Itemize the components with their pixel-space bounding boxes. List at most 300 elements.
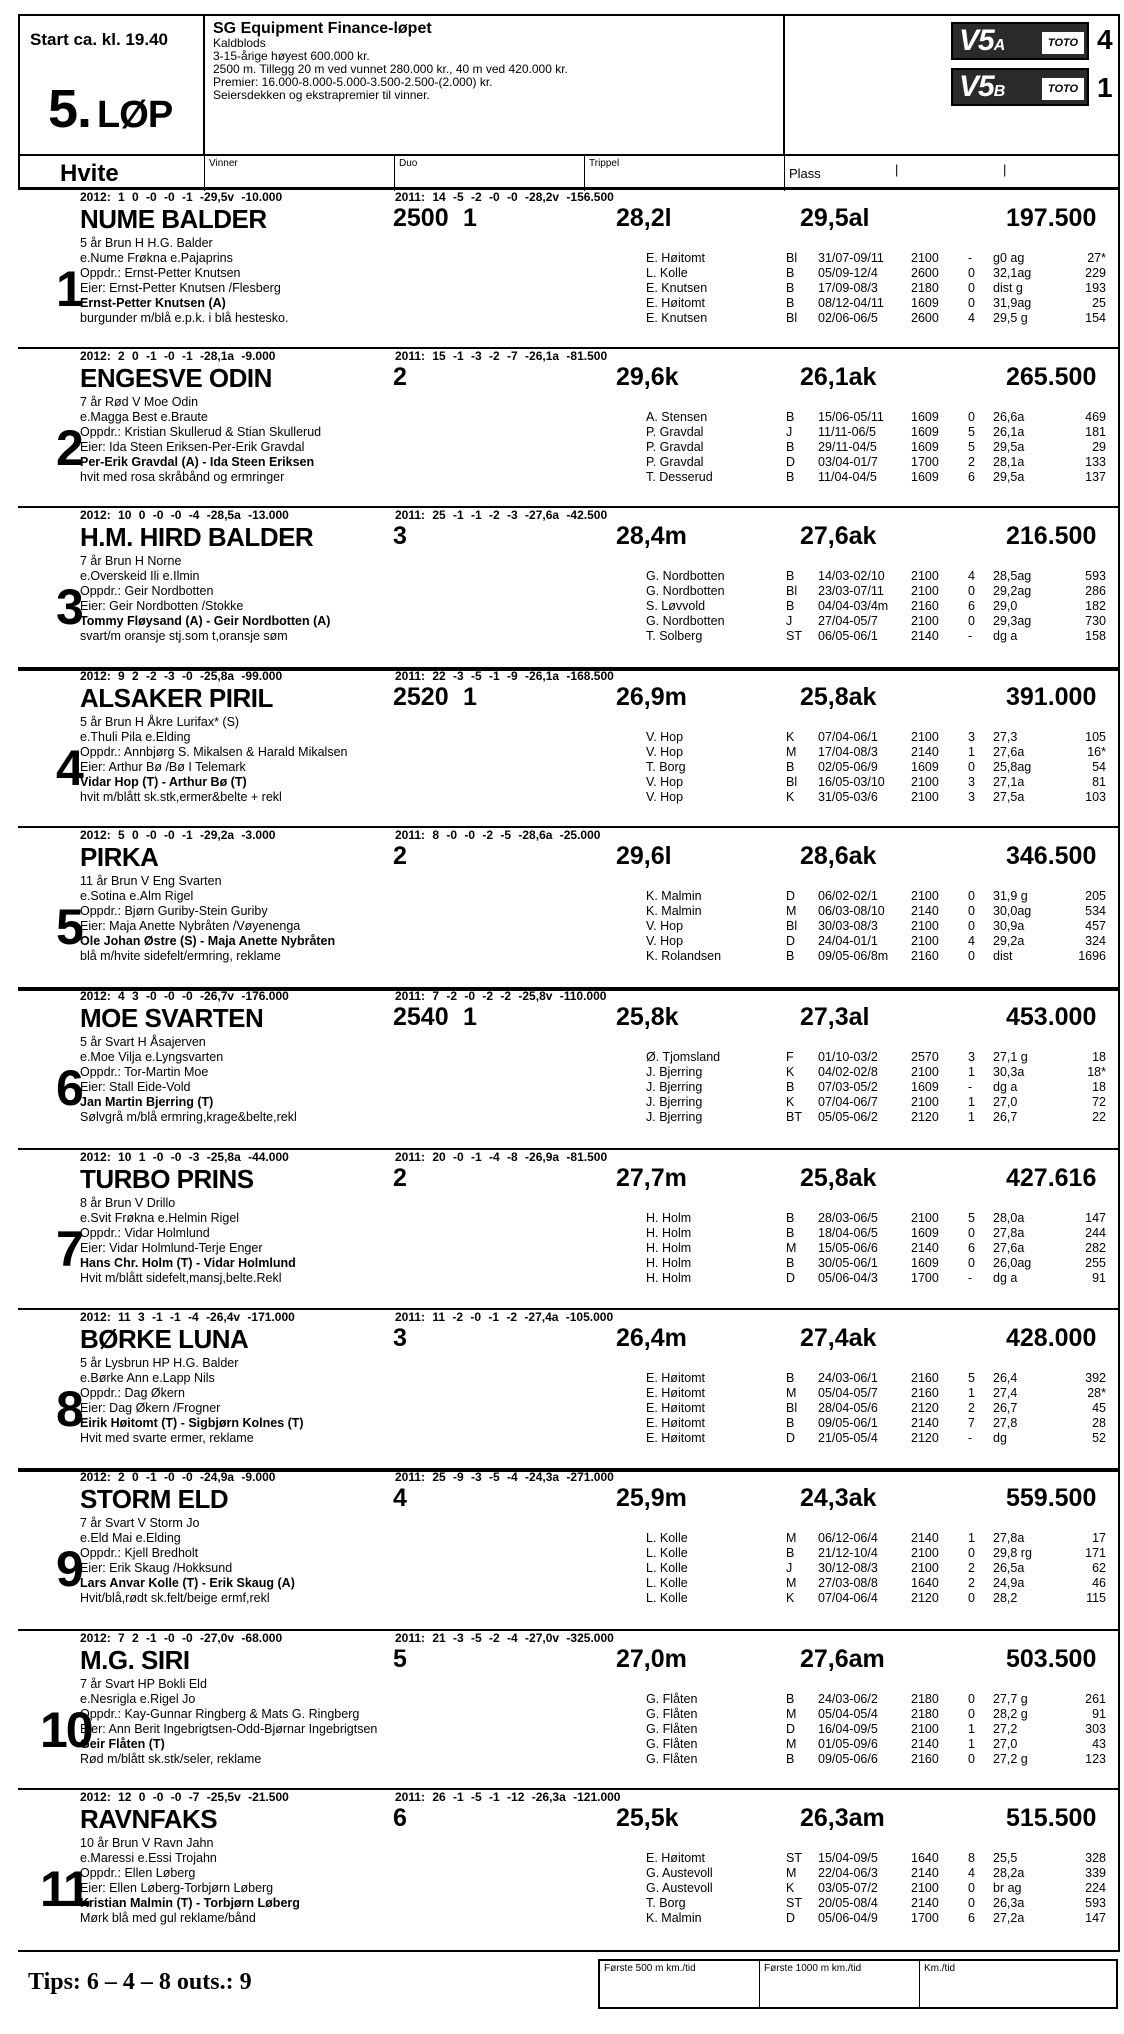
start-distance: 1609 — [911, 410, 939, 424]
v5a-logo: V5A TOTO — [951, 22, 1089, 60]
start-odds: 91 — [1092, 1707, 1106, 1721]
start-driver: L. Kolle — [646, 1561, 688, 1575]
start-time: 26,0ag — [993, 1256, 1032, 1270]
start-track: M — [786, 1531, 797, 1545]
start-distance: 3 — [393, 1324, 407, 1352]
start-date: 07/03-05/2 — [818, 1080, 878, 1094]
start-odds: 72 — [1092, 1095, 1106, 1109]
start-track: M — [786, 1576, 797, 1590]
start-time: 29,8 rg — [993, 1546, 1032, 1560]
start-driver: E. Høitomt — [646, 251, 706, 265]
start-odds: 286 — [1085, 584, 1106, 598]
start-date: 24/04-01/1 — [818, 934, 878, 948]
start-track: Bl — [786, 775, 798, 789]
start-odds: 105 — [1085, 730, 1106, 744]
start-driver: G. Austevoll — [646, 1881, 713, 1895]
start-place: 0 — [968, 1881, 975, 1895]
start-time: 27,2 g — [993, 1752, 1028, 1766]
start-odds: 17 — [1092, 1531, 1106, 1545]
start-date: 23/03-07/11 — [818, 584, 884, 598]
start-distance: 1609 — [911, 440, 939, 454]
record-volt: 28,6ak — [800, 842, 877, 870]
driver: Vidar Hop (T) - Arthur Bø (T) — [80, 775, 247, 789]
start-track: B — [786, 1080, 795, 1094]
start-place: 5 — [968, 1211, 975, 1225]
start-distance: 1700 — [911, 1271, 939, 1285]
colours: hvit m/blått sk.stk,ermer&belte + rekl — [80, 790, 282, 804]
start-date: 28/03-06/5 — [818, 1211, 878, 1225]
start-place: 4 — [968, 311, 975, 325]
start-distance: 2100 — [911, 251, 939, 265]
trainer: Oppdr.: Ellen Løberg — [80, 1866, 196, 1880]
stats-2011: 2011: 11 -2 -0 -1 -2 -27,4a -105.000 — [395, 1310, 614, 1324]
race-line: 2500 m. Tillegg 20 m ved vunnet 280.000 kr., 40 m ved 420.000 kr. — [213, 62, 568, 76]
trainer: Oppdr.: Annbjørg S. Mikalsen & Harald Mikalsen — [80, 745, 348, 759]
horse-name: M.G. SIRI — [80, 1645, 190, 1675]
trainer: Oppdr.: Kay-Gunnar Ringberg & Mats G. Ringberg — [80, 1707, 360, 1721]
start-place: 0 — [968, 1226, 975, 1240]
start-distance: 2100 — [911, 1722, 939, 1736]
start-track: M — [786, 745, 797, 759]
driver: Geir Flåten (T) — [80, 1737, 165, 1751]
start-driver: J. Bjerring — [646, 1065, 703, 1079]
start-date: 15/05-06/6 — [818, 1241, 878, 1255]
start-odds: 469 — [1085, 410, 1106, 424]
start-track: B — [786, 1211, 795, 1225]
start-place: 3 — [968, 730, 975, 744]
trainer: Oppdr.: Kjell Bredholt — [80, 1546, 199, 1560]
start-odds: 147 — [1085, 1911, 1106, 1925]
start-place: 6 — [968, 1911, 975, 1925]
stats-2012: 2012: 9 2 -2 -3 -0 -25,8a -99.000 — [80, 669, 283, 683]
stats-2011: 2011: 26 -1 -5 -1 -12 -26,3a -121.000 — [395, 1790, 621, 1804]
start-odds: 22 — [1092, 1110, 1106, 1124]
start-distance: 2160 — [911, 1386, 939, 1400]
start-date: 07/04-06/1 — [818, 730, 878, 744]
start-time: 28,5ag — [993, 569, 1032, 583]
start-time: 29,0 — [993, 599, 1018, 613]
start-place: - — [968, 1271, 973, 1285]
start-distance: 2100 — [911, 1546, 939, 1560]
earnings: 515.500 — [1006, 1804, 1097, 1832]
start-time: 26,5a — [993, 1561, 1025, 1575]
horse-breed: 5 år Brun H H.G. Balder — [80, 236, 213, 250]
start-date: 30/05-06/1 — [818, 1256, 878, 1270]
start-time: 26,4 — [993, 1371, 1018, 1385]
earnings: 503.500 — [1006, 1645, 1097, 1673]
start-track: M — [786, 1737, 797, 1751]
trainer: Oppdr.: Ernst-Petter Knutsen — [80, 266, 241, 280]
start-date: 15/04-09/5 — [818, 1851, 878, 1865]
record-auto: 25,5k — [616, 1804, 679, 1832]
start-place: - — [968, 1080, 973, 1094]
record-auto: 27,0m — [616, 1645, 687, 1673]
start-odds: 224 — [1085, 1881, 1106, 1895]
start-distance: 2100 — [911, 775, 939, 789]
start-date: 03/04-01/7 — [818, 455, 878, 469]
start-odds: 147 — [1085, 1211, 1106, 1225]
start-time: dg a — [993, 1271, 1018, 1285]
start-odds: 261 — [1085, 1692, 1106, 1706]
start-driver: V. Hop — [646, 730, 684, 744]
horse-breed: 5 år Brun H Åkre Lurifax* (S) — [80, 715, 240, 729]
start-track: Bl — [786, 584, 798, 598]
horse-breed: 7 år Svart HP Bokli Eld — [80, 1677, 207, 1691]
start-number: 1 — [56, 261, 82, 317]
start-driver: P. Gravdal — [646, 455, 704, 469]
driver: Lars Anvar Kolle (T) - Erik Skaug (A) — [80, 1576, 295, 1590]
start-distance: 2120 — [911, 1110, 939, 1124]
stats-2011: 2011: 20 -0 -1 -4 -8 -26,9a -81.500 — [395, 1150, 608, 1164]
start-date: 07/04-06/4 — [818, 1591, 878, 1605]
start-place: 0 — [968, 1707, 975, 1721]
start-time: 26,1a — [993, 425, 1025, 439]
start-place: 4 — [968, 934, 975, 948]
start-place: 4 — [968, 1866, 975, 1880]
start-distance: 2160 — [911, 1752, 939, 1766]
start-date: 11/11-06/5 — [818, 425, 876, 439]
record-auto: 26,4m — [616, 1324, 687, 1352]
record-auto: 29,6l — [616, 842, 672, 870]
start-driver: G. Nordbotten — [646, 584, 725, 598]
start-place: 0 — [968, 584, 975, 598]
start-odds: 154 — [1085, 311, 1106, 325]
start-driver: E. Høitomt — [646, 1371, 706, 1385]
start-distance: 2100 — [911, 790, 939, 804]
start-date: 06/12-06/4 — [818, 1531, 878, 1545]
start-number: 2 — [56, 420, 82, 476]
start-driver: V. Hop — [646, 934, 684, 948]
start-odds: 303 — [1085, 1722, 1106, 1736]
stats-2012: 2012: 11 3 -1 -1 -4 -26,4v -171.000 — [80, 1310, 295, 1324]
start-place: 0 — [968, 410, 975, 424]
start-driver: L. Kolle — [646, 1531, 688, 1545]
start-odds: 392 — [1085, 1371, 1106, 1385]
start-time: dist — [993, 949, 1013, 963]
start-date: 21/12-10/4 — [818, 1546, 878, 1560]
start-odds: 28 — [1092, 1416, 1106, 1430]
start-driver: G. Nordbotten — [646, 614, 725, 628]
start-date: 04/02-02/8 — [818, 1065, 878, 1079]
start-time: 27,0 — [993, 1095, 1018, 1109]
driver: Ernst-Petter Knutsen (A) — [80, 296, 226, 310]
colours: Mørk blå med gul reklame/bånd — [80, 1911, 256, 1925]
start-distance: 2500 — [393, 204, 449, 232]
start-place: 1 — [968, 1531, 975, 1545]
driver: Tommy Fløysand (A) - Geir Nordbotten (A) — [80, 614, 331, 628]
start-distance: 2100 — [911, 1095, 939, 1109]
start-odds: 43 — [1092, 1737, 1106, 1751]
start-track: D — [786, 889, 796, 903]
driver: Per-Erik Gravdal (A) - Ida Steen Eriksen — [80, 455, 315, 469]
start-driver: E. Høitomt — [646, 1431, 706, 1445]
owner: Eier: Geir Nordbotten /Stokke — [80, 599, 244, 613]
start-time: 29,2ag — [993, 584, 1032, 598]
earnings: 346.500 — [1006, 842, 1097, 870]
start-place: 0 — [968, 949, 975, 963]
start-place: 1 — [968, 1095, 975, 1109]
start-driver: E. Høitomt — [646, 296, 706, 310]
start-driver: V. Hop — [646, 790, 684, 804]
start-track: B — [786, 1752, 795, 1766]
start-time: 32,1ag — [993, 266, 1032, 280]
record-auto: 28,2l — [616, 204, 672, 232]
start-place: 0 — [968, 904, 975, 918]
start-distance: 2600 — [911, 266, 939, 280]
start-driver: G. Flåten — [646, 1707, 698, 1721]
start-distance: 1609 — [911, 1226, 939, 1240]
start-driver: L. Kolle — [646, 1546, 688, 1560]
record-auto: 29,6k — [616, 363, 679, 391]
race-line: Premier: 16.000-8.000-5.000-3.500-2.500-(2.000) kr. — [213, 75, 493, 89]
race-name: SG Equipment Finance-løpet — [213, 20, 432, 37]
owner: Eier: Vidar Holmlund-Terje Enger — [80, 1241, 263, 1255]
start-track: B — [786, 440, 795, 454]
start-odds: 46 — [1092, 1576, 1106, 1590]
start-time: 27,4 — [993, 1386, 1018, 1400]
start-time: 29,5a — [993, 470, 1025, 484]
start-driver: L. Kolle — [646, 1576, 688, 1590]
start-time: 28,0a — [993, 1211, 1025, 1225]
start-driver: J. Bjerring — [646, 1080, 703, 1094]
start-date: 05/05-06/2 — [818, 1110, 878, 1124]
start-time: 30,0ag — [993, 904, 1032, 918]
earnings: 428.000 — [1006, 1324, 1097, 1352]
start-driver: E. Høitomt — [646, 1401, 706, 1415]
start-odds: 593 — [1085, 1896, 1106, 1910]
colours: hvit med rosa skråbånd og ermringer — [80, 470, 285, 484]
start-track: B — [786, 266, 795, 280]
start-odds: 244 — [1085, 1226, 1106, 1240]
start-track: K — [786, 730, 795, 744]
colours: Rød m/blått sk.stk/seler, reklame — [80, 1752, 262, 1766]
stats-2011: 2011: 21 -3 -5 -2 -4 -27,0v -325.000 — [395, 1631, 614, 1645]
start-date: 17/04-08/3 — [818, 745, 878, 759]
start-date: 09/05-06/6 — [818, 1752, 878, 1766]
start-track: ST — [786, 1851, 802, 1865]
start-place: 2 — [968, 1576, 975, 1590]
earnings: 427.616 — [1006, 1164, 1097, 1192]
start-time: 28,2a — [993, 1866, 1025, 1880]
horse-dam: e.Overskeid Ili e.Ilmin — [80, 569, 200, 583]
race-number: 5. LØP — [48, 79, 173, 139]
stats-2012: 2012: 10 1 -0 -0 -3 -25,8a -44.000 — [80, 1150, 289, 1164]
start-odds: 534 — [1085, 904, 1106, 918]
start-date: 28/04-05/6 — [818, 1401, 878, 1415]
stats-2011: 2011: 25 -9 -3 -5 -4 -24,3a -271.000 — [395, 1470, 614, 1484]
start-place: 6 — [968, 470, 975, 484]
start-driver: K. Malmin — [646, 889, 702, 903]
driver: Eirik Høitomt (T) - Sigbjørn Kolnes (T) — [80, 1416, 304, 1430]
start-place: 0 — [968, 266, 975, 280]
start-time: 27,6a — [993, 745, 1025, 759]
race-word: LØP — [97, 94, 173, 136]
start-place: 2 — [968, 1401, 975, 1415]
start-place: 0 — [968, 1546, 975, 1560]
start-date: 15/06-05/11 — [818, 410, 884, 424]
start-time: 27,2a — [993, 1911, 1025, 1925]
start-date: 24/03-06/1 — [818, 1371, 878, 1385]
start-distance: 2140 — [911, 1241, 939, 1255]
start-distance: 2570 — [911, 1050, 939, 1064]
start-driver: J. Bjerring — [646, 1110, 703, 1124]
colours: Hvit/blå,rødt sk.felt/beige ermf,rekl — [80, 1591, 270, 1605]
horse-breed: 7 år Svart V Storm Jo — [80, 1516, 200, 1530]
start-time: 24,9a — [993, 1576, 1025, 1590]
start-place: 0 — [968, 1692, 975, 1706]
race-number-cell — [20, 16, 205, 154]
start-odds: 158 — [1085, 629, 1106, 643]
start-time: dg a — [993, 629, 1018, 643]
start-date: 14/03-02/10 — [818, 569, 885, 583]
start-place: 0 — [968, 919, 975, 933]
start-date: 05/06-04/9 — [818, 1911, 878, 1925]
start-number: 8 — [56, 1381, 82, 1437]
start-place: 5 — [968, 425, 975, 439]
start-time: 28,1a — [993, 455, 1025, 469]
program-frame — [18, 188, 1120, 1952]
start-track: J — [786, 614, 793, 628]
start-track: F — [786, 1050, 794, 1064]
start-place: 1 — [968, 1386, 975, 1400]
horse-breed: 8 år Brun V Drillo — [80, 1196, 176, 1210]
start-distance: 3 — [393, 522, 407, 550]
start-track: ST — [786, 629, 802, 643]
start-time: 27,2 — [993, 1722, 1018, 1736]
horse-name: TURBO PRINS — [80, 1164, 254, 1194]
start-distance: 2140 — [911, 1416, 939, 1430]
horse-breed: 5 år Lysbrun HP H.G. Balder — [80, 1356, 239, 1370]
distance-add: 1 — [463, 1003, 477, 1031]
horse-dam: e.Nesrigla e.Rigel Jo — [80, 1692, 196, 1706]
trainer: Oppdr.: Kristian Skullerud & Stian Skullerud — [80, 425, 322, 439]
start-time: 27,1 g — [993, 1050, 1028, 1064]
start-distance: 2520 — [393, 683, 449, 711]
start-odds: 52 — [1092, 1431, 1106, 1445]
start-odds: 18 — [1092, 1080, 1106, 1094]
trainer: Oppdr.: Bjørn Guriby-Stein Guriby — [80, 904, 268, 918]
start-driver: K. Malmin — [646, 904, 702, 918]
earnings: 197.500 — [1006, 204, 1097, 232]
stats-2011: 2011: 7 -2 -0 -2 -2 -25,8v -110.000 — [395, 989, 607, 1003]
start-track: D — [786, 934, 796, 948]
colours: svart/m oransje stj.som t,oransje søm — [80, 629, 288, 643]
start-date: 31/07-09/11 — [818, 251, 884, 265]
start-place: 1 — [968, 1737, 975, 1751]
start-distance: 2120 — [911, 1431, 939, 1445]
v5a-number: 4 — [1097, 24, 1113, 55]
start-date: 06/03-08/10 — [818, 904, 885, 918]
start-track: ST — [786, 1896, 802, 1910]
horse-name: ENGESVE ODIN — [80, 363, 272, 393]
record-auto: 27,7m — [616, 1164, 687, 1192]
start-place: 8 — [968, 1851, 975, 1865]
owner: Eier: Arthur Bø /Bø I Telemark — [80, 760, 246, 774]
start-time: 27,6a — [993, 1241, 1025, 1255]
owner: Eier: Ida Steen Eriksen-Per-Erik Gravdal — [80, 440, 305, 454]
start-distance: 2100 — [911, 919, 939, 933]
start-track: B — [786, 1226, 795, 1240]
start-track: B — [786, 760, 795, 774]
start-distance: 1640 — [911, 1851, 939, 1865]
start-time: 27,3 — [993, 730, 1018, 744]
start-time: g0 ag — [993, 251, 1025, 265]
start-time: 25,5 — [993, 1851, 1018, 1865]
start-date: 06/02-02/1 — [818, 889, 878, 903]
start-track: M — [786, 1241, 797, 1255]
start-driver: T. Borg — [646, 1896, 686, 1910]
stats-2012: 2012: 10 0 -0 -0 -4 -28,5a -13.000 — [80, 508, 289, 522]
stats-2011: 2011: 22 -3 -5 -1 -9 -26,1a -168.500 — [395, 669, 614, 683]
v5b-number: 1 — [1097, 72, 1113, 103]
colours: blå m/hvite sidefelt/ermring, reklame — [80, 949, 281, 963]
start-date: 06/05-06/1 — [818, 629, 878, 643]
start-odds: 171 — [1085, 1546, 1106, 1560]
start-distance: 2140 — [911, 629, 939, 643]
stats-2012: 2012: 12 0 -0 -0 -7 -25,5v -21.500 — [80, 1790, 289, 1804]
start-odds: 29 — [1092, 440, 1106, 454]
start-track: M — [786, 904, 797, 918]
start-track: K — [786, 1095, 795, 1109]
stats-2011: 2011: 15 -1 -3 -2 -7 -26,1a -81.500 — [395, 349, 608, 363]
start-driver: E. Høitomt — [646, 1851, 706, 1865]
start-date: 30/03-08/3 — [818, 919, 878, 933]
start-time: 29,3ag — [993, 614, 1032, 628]
start-track: B — [786, 599, 795, 613]
first-1000-label: Første 1000 m km./tid — [760, 1961, 920, 2007]
start-driver: H. Holm — [646, 1211, 692, 1225]
start-place: - — [968, 629, 973, 643]
horse-breed: 10 år Brun V Ravn Jahn — [80, 1836, 214, 1850]
start-date: 11/04-04/5 — [818, 470, 877, 484]
start-driver: V. Hop — [646, 919, 684, 933]
earnings: 265.500 — [1006, 363, 1097, 391]
record-volt: 27,3al — [800, 1003, 870, 1031]
horse-dam: e.Eld Mai e.Elding — [80, 1531, 181, 1545]
start-place: 5 — [968, 1371, 975, 1385]
start-distance: 2140 — [911, 1737, 939, 1751]
stats-2012: 2012: 2 0 -1 -0 -0 -24,9a -9.000 — [80, 1470, 276, 1484]
start-number: 4 — [56, 740, 82, 796]
start-place: 2 — [968, 1561, 975, 1575]
start-time: 27,8a — [993, 1226, 1025, 1240]
start-odds: 133 — [1085, 455, 1106, 469]
start-driver: P. Gravdal — [646, 425, 704, 439]
start-driver: J. Bjerring — [646, 1095, 703, 1109]
start-place: 5 — [968, 440, 975, 454]
start-odds: 62 — [1092, 1561, 1106, 1575]
start-time: 27,7 g — [993, 1692, 1028, 1706]
start-place: 0 — [968, 614, 975, 628]
start-distance: 1609 — [911, 425, 939, 439]
start-distance: 2 — [393, 842, 407, 870]
start-date: 07/04-06/7 — [818, 1095, 878, 1109]
start-time: Start ca. kl. 19.40 — [30, 30, 168, 49]
trainer: Oppdr.: Geir Nordbotten — [80, 584, 214, 598]
start-distance: 2100 — [911, 889, 939, 903]
horse-dam: e.Svit Frøkna e.Helmin Rigel — [80, 1211, 240, 1225]
tips-line: Tips: 6 – 4 – 8 outs.: 9 — [28, 1969, 252, 1995]
stats-2011: 2011: 14 -5 -2 -0 -0 -28,2v -156.500 — [395, 190, 614, 204]
bet-columns — [20, 154, 1118, 191]
time-box — [598, 1959, 1118, 2009]
start-track: K — [786, 1065, 795, 1079]
start-track: Bl — [786, 251, 798, 265]
start-date: 30/12-08/3 — [818, 1561, 878, 1575]
start-number: 6 — [56, 1060, 82, 1116]
start-place: 7 — [968, 1416, 975, 1430]
start-odds: 282 — [1085, 1241, 1106, 1255]
